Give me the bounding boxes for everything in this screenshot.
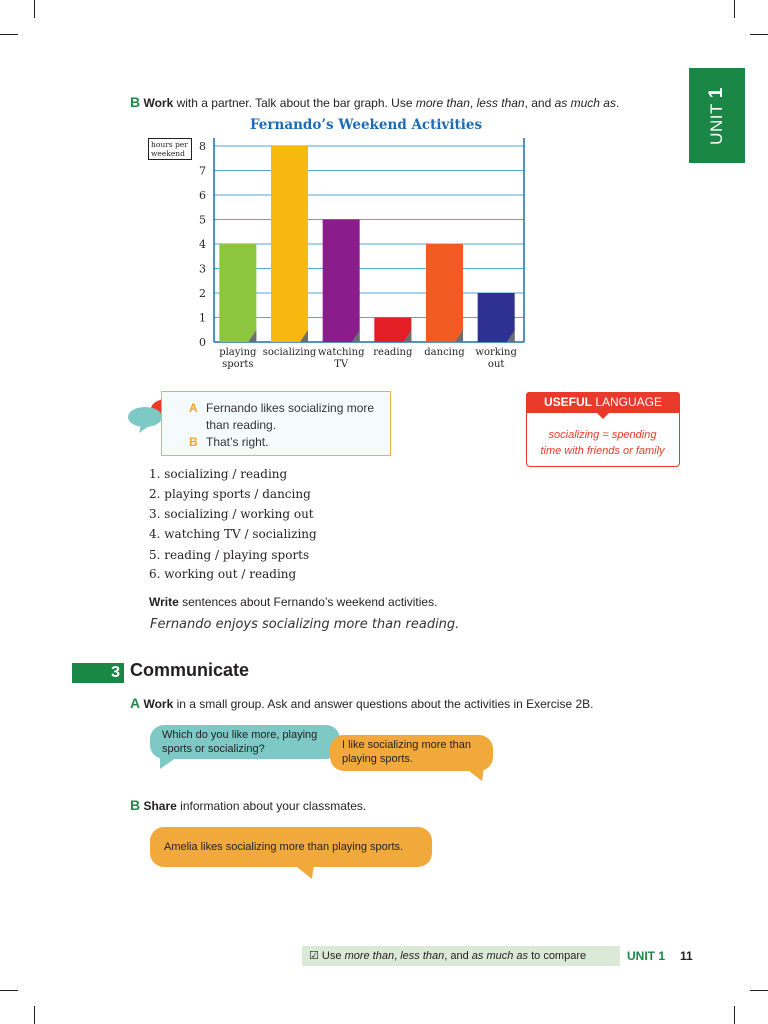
bar [323, 220, 360, 343]
instruction-verb: Work [143, 697, 174, 711]
instruction-verb: Write [149, 595, 179, 609]
x-tick-label: watching [317, 347, 365, 358]
write-instruction [149, 595, 437, 609]
x-tick-label: socializing [262, 347, 317, 358]
pointer-icon [596, 412, 610, 420]
instruction-text: in a small group. Ask and answer questions about the activities in Exercise 2B. [173, 697, 594, 711]
y-tick-label: 3 [199, 262, 206, 276]
y-tick-label: 0 [199, 336, 206, 349]
x-tick-label: out [487, 359, 505, 370]
dialog-line: That’s right. [206, 435, 269, 449]
exercise-letter: A [130, 695, 141, 711]
y-tick-label: 4 [199, 238, 206, 251]
y-tick-label: 8 [199, 140, 206, 153]
y-tick-label: 7 [199, 164, 206, 178]
x-tick-label: dancing [424, 347, 465, 358]
separator: , [394, 950, 401, 962]
instruction-text: information about your classmates. [176, 799, 367, 813]
term-more-than: more than [415, 96, 470, 110]
page-number: 11 [680, 949, 693, 963]
crop-mark [750, 990, 768, 991]
footer-text: to compare [528, 950, 587, 962]
x-tick-label: TV [334, 359, 349, 370]
footer-text: Use [318, 950, 345, 962]
section-number: 3 [111, 664, 120, 681]
list-item: 3. socializing / working out [149, 507, 314, 521]
separator: , and [444, 950, 472, 962]
separator: , [469, 96, 477, 110]
crop-mark [734, 0, 735, 18]
instruction-verb: Share [143, 799, 177, 813]
list-item: 4. watching TV / socializing [149, 527, 317, 541]
definition-line: time with friends or family [540, 445, 665, 457]
crop-mark [0, 990, 18, 991]
instruction-verb: Work [143, 96, 174, 110]
crop-mark [34, 0, 35, 18]
chart-ylabel: hours per weekend [148, 138, 192, 160]
term-less-than: less than [476, 96, 525, 110]
x-tick-label: sports [222, 359, 254, 370]
dialog-line: Fernando likes socializing more [206, 401, 375, 415]
unit-tab-word: UNIT [707, 102, 726, 145]
question-bubble: Which do you like more, playing sports or socializing? [150, 725, 340, 759]
instruction-text: sentences about Fernando’s weekend activities. [178, 595, 438, 609]
useful-language-box [526, 392, 680, 467]
x-tick-label: working [475, 347, 517, 358]
answer-bubble: I like socializing more than playing sports. [330, 735, 493, 771]
unit-tab [689, 68, 745, 163]
exercise-letter: B [130, 94, 141, 110]
bar [271, 146, 308, 342]
y-tick-label: 6 [199, 189, 206, 202]
useful-language-heading [526, 392, 680, 413]
list-item: 6. working out / reading [149, 567, 297, 581]
speaker-b: B [189, 435, 198, 449]
separator: , and [524, 96, 555, 110]
useful-word: USEFUL [543, 395, 592, 409]
model-dialog [161, 391, 391, 456]
exercise-b-instruction [130, 94, 619, 110]
share-bubble: Amelia likes socializing more than playing sports. [150, 827, 432, 867]
footer-goal [309, 949, 586, 962]
chart-title: Fernando’s Weekend Activities [249, 117, 483, 133]
example-sentence: Fernando enjoys socializing more than reading. [150, 617, 460, 632]
exercise-a-instruction [130, 695, 594, 711]
list-item: 5. reading / playing sports [149, 548, 310, 562]
y-tick-label: 2 [199, 287, 206, 300]
term-as-much-as: as much as [554, 96, 616, 110]
crop-mark [34, 1006, 35, 1024]
crop-mark [734, 1006, 735, 1024]
bar [426, 244, 463, 342]
section-title: Communicate [130, 660, 250, 680]
crop-mark [0, 34, 18, 35]
bar [478, 293, 515, 342]
list-item: 1. socializing / reading [149, 467, 288, 481]
checkbox-icon: ☑ [309, 950, 319, 962]
term-as-much-as: as much as [471, 950, 529, 962]
y-tick-label: 1 [199, 311, 206, 325]
y-tick-label: 5 [199, 213, 206, 227]
list-item: 2. playing sports / dancing [149, 487, 311, 501]
bar-chart [190, 130, 535, 375]
footer-unit: UNIT 1 [627, 949, 666, 963]
speaker-a: A [189, 401, 198, 415]
definition-line: socializing = spending [548, 429, 657, 441]
exercise-b-instruction [130, 797, 366, 813]
term-less-than: less than [400, 950, 445, 962]
instruction-text: with a partner. Talk about the bar graph. Use [173, 96, 416, 110]
exercise-letter: B [130, 797, 141, 813]
x-tick-label: playing [219, 347, 257, 358]
separator: . [615, 96, 620, 110]
crop-mark [750, 34, 768, 35]
bar [219, 244, 256, 342]
x-tick-label: reading [373, 347, 413, 358]
dialog-line: than reading. [206, 418, 277, 432]
term-more-than: more than [344, 950, 395, 962]
language-word: LANGUAGE [591, 395, 663, 409]
unit-tab-number: 1 [706, 86, 727, 98]
